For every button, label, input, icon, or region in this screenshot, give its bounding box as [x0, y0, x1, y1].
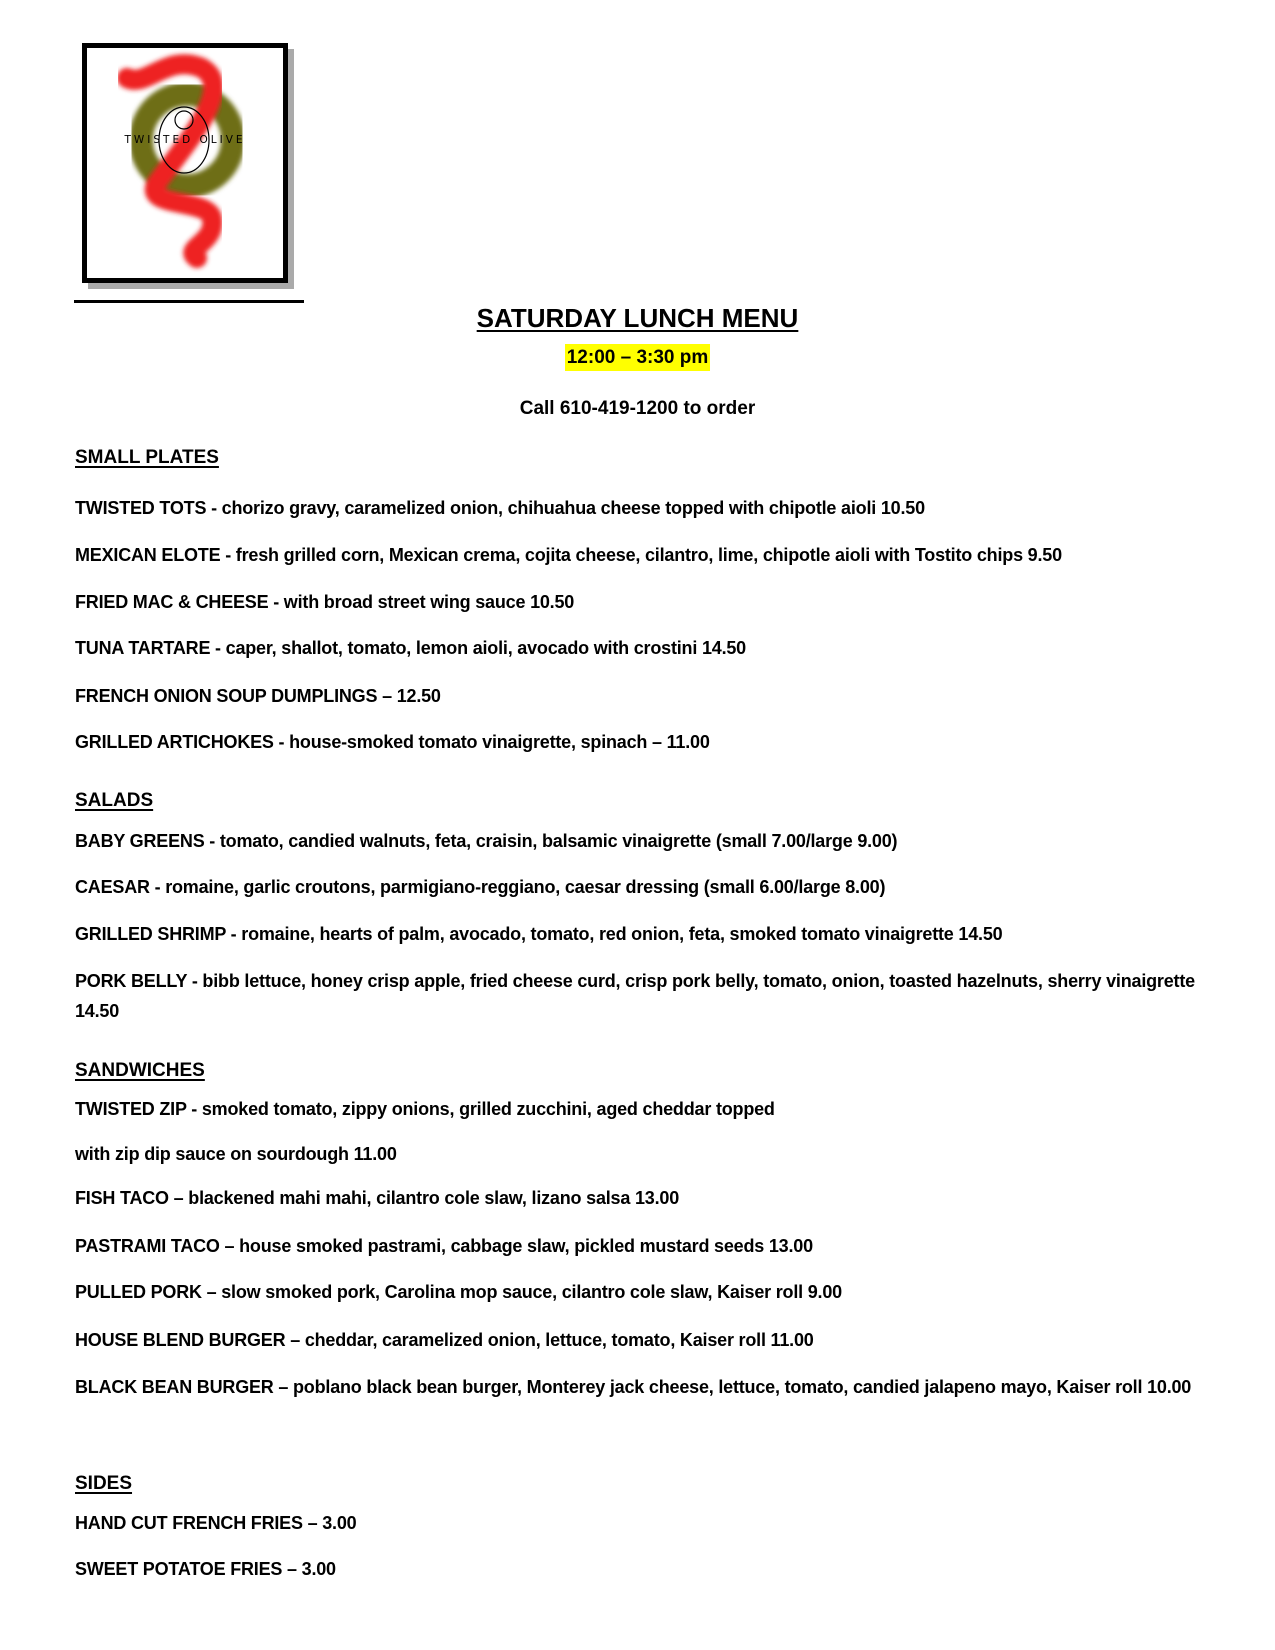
title-text: SATURDAY LUNCH MENU	[476, 303, 799, 333]
section-heading-sandwiches: SANDWICHES	[75, 1060, 205, 1081]
menu-item: BABY GREENS - tomato, candied walnuts, feta, craisin, balsamic vinaigrette (small 7.00/large 9.00)	[75, 831, 898, 851]
menu-item: with zip dip sauce on sourdough 11.00	[75, 1144, 397, 1164]
menu-item: HOUSE BLEND BURGER – cheddar, caramelized onion, lettuce, tomato, Kaiser roll 11.00	[75, 1330, 814, 1350]
menu-item: HAND CUT FRENCH FRIES – 3.00	[75, 1513, 357, 1533]
twisted-olive-logo-image	[87, 48, 283, 278]
menu-item: FRENCH ONION SOUP DUMPLINGS – 12.50	[75, 686, 441, 706]
page-title	[0, 303, 1275, 334]
svg-text:TWISTED OLIVE: TWISTED OLIVE	[124, 134, 246, 146]
restaurant-logo	[82, 43, 288, 283]
menu-item: PORK BELLY - bibb lettuce, honey crisp apple, fried cheese curd, crisp pork belly, tomato, onion, toasted hazelnuts, sherry vinaigrette 14.50	[75, 971, 1195, 1021]
menu-item: MEXICAN ELOTE - fresh grilled corn, Mexican crema, cojita cheese, cilantro, lime, chipotle aioli with Tostito chips 9.50	[75, 545, 1062, 565]
menu-item: SWEET POTATOE FRIES – 3.00	[75, 1559, 336, 1579]
menu-item: GRILLED ARTICHOKES - house-smoked tomato vinaigrette, spinach – 11.00	[75, 732, 710, 752]
section-heading-sides: SIDES	[75, 1473, 133, 1494]
menu-item: TWISTED ZIP - smoked tomato, zippy onions, grilled zucchini, aged cheddar topped	[75, 1099, 775, 1119]
menu-item: PULLED PORK – slow smoked pork, Carolina mop sauce, cilantro cole slaw, Kaiser roll 9.00	[75, 1282, 842, 1302]
call-to-order: Call 610-419-1200 to order	[519, 398, 756, 419]
section-heading-small-plates: SMALL PLATES	[75, 447, 219, 468]
menu-item: GRILLED SHRIMP - romaine, hearts of palm, avocado, tomato, red onion, feta, smoked tomato vinaigrette 14.50	[75, 924, 1003, 944]
section-heading-salads: SALADS	[75, 790, 154, 811]
menu-item: FRIED MAC & CHEESE - with broad street wing sauce 10.50	[75, 592, 575, 612]
menu-item: TWISTED TOTS - chorizo gravy, caramelized onion, chihuahua cheese topped with chipotle aioli 10.50	[75, 498, 925, 518]
menu-item: CAESAR - romaine, garlic croutons, parmigiano-reggiano, caesar dressing (small 6.00/large 8.00)	[75, 877, 886, 897]
hours-text: 12:00 – 3:30 pm	[565, 344, 711, 371]
menu-item: FISH TACO – blackened mahi mahi, cilantro cole slaw, lizano salsa 13.00	[75, 1188, 680, 1208]
hours	[0, 347, 1275, 369]
menu-item: TUNA TARTARE - caper, shallot, tomato, lemon aioli, avocado with crostini 14.50	[75, 638, 746, 658]
menu-item: BLACK BEAN BURGER – poblano black bean burger, Monterey jack cheese, lettuce, tomato, candied jalapeno mayo, Kaiser roll 10.00	[75, 1377, 1192, 1397]
menu-item: PASTRAMI TACO – house smoked pastrami, cabbage slaw, pickled mustard seeds 13.00	[75, 1236, 813, 1256]
